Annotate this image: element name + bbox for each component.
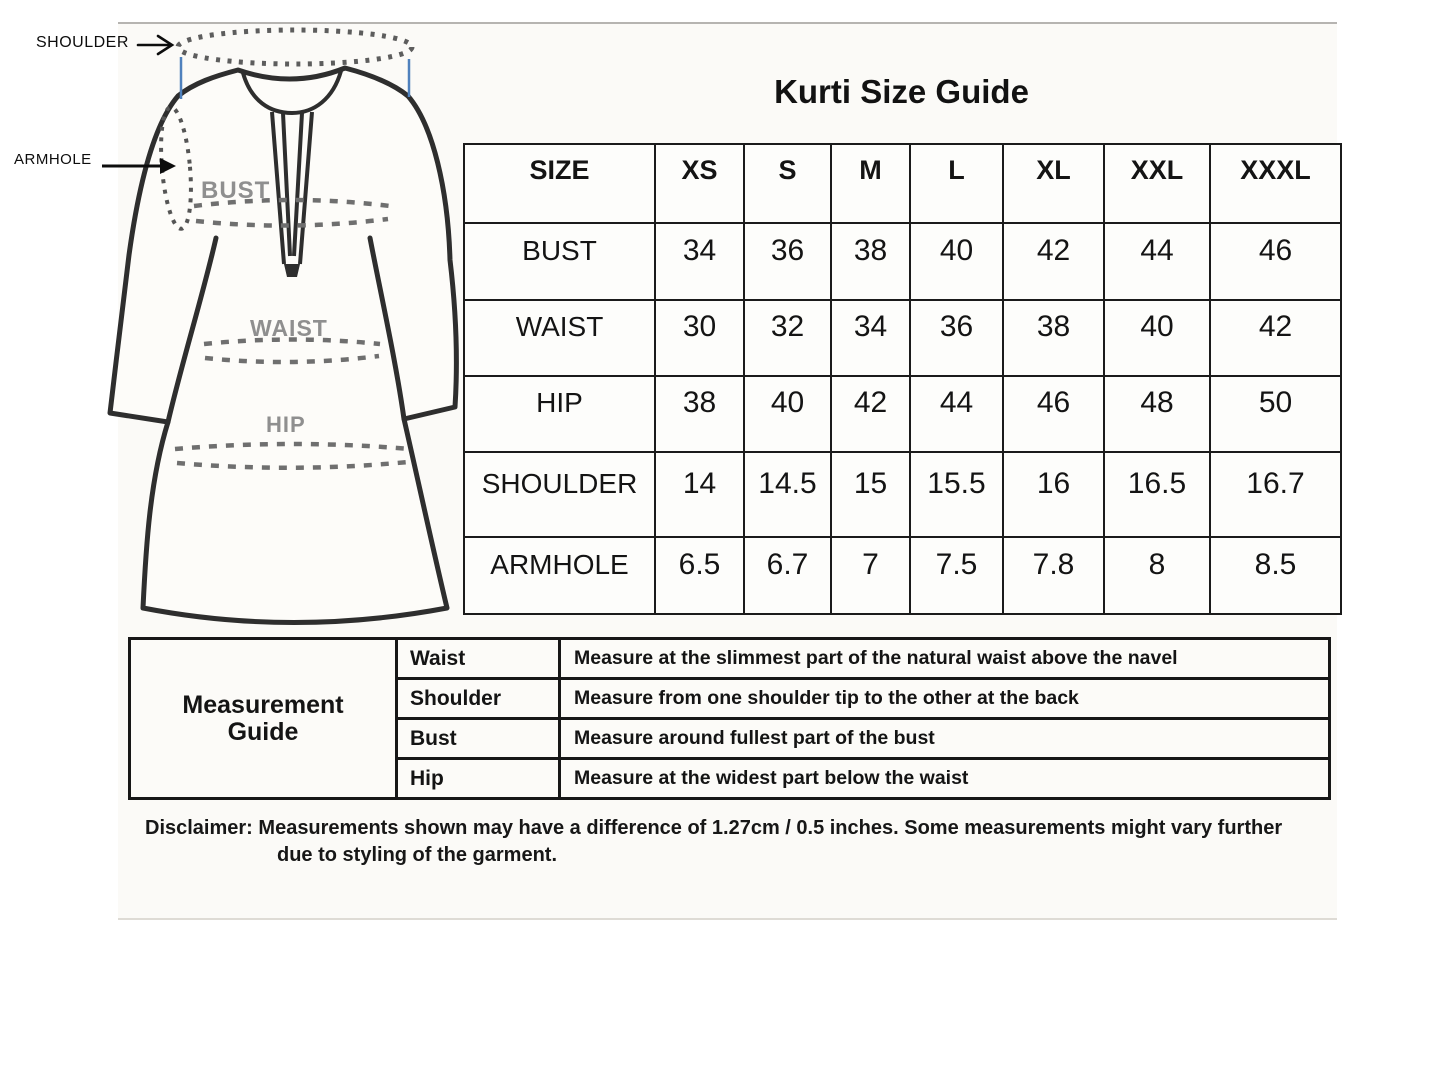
size-col-header: S [744,144,831,223]
measurement-row-label: WAIST [464,300,655,376]
measurement-guide-row [130,639,1330,679]
size-col-header: XS [655,144,744,223]
size-col-header: SIZE [464,144,655,223]
size-value-cell: 36 [744,223,831,300]
size-value-cell: 36 [910,300,1003,376]
shoulder-callout-label: SHOULDER [36,34,129,51]
size-value-cell: 38 [831,223,910,300]
measurement-row-label: BUST [464,223,655,300]
size-value-cell: 46 [1210,223,1341,300]
guide-label-hip: Hip [397,759,560,799]
guide-label-bust: Bust [397,719,560,759]
size-col-header: L [910,144,1003,223]
size-col-header: M [831,144,910,223]
size-value-cell: 16.5 [1104,452,1210,537]
guide-label-shoulder: Shoulder [397,679,560,719]
size-value-cell: 16 [1003,452,1104,537]
size-value-cell: 38 [1003,300,1104,376]
size-value-cell: 14.5 [744,452,831,537]
measurement-row-label: HIP [464,376,655,452]
size-value-cell: 15 [831,452,910,537]
measurement-guide-title: Measurement Guide [182,690,344,746]
size-value-cell: 8.5 [1210,537,1341,614]
bust-sketch-label: BUST [201,177,271,204]
size-value-cell: 40 [1104,300,1210,376]
size-value-cell: 8 [1104,537,1210,614]
size-value-cell: 6.5 [655,537,744,614]
size-value-cell: 48 [1104,376,1210,452]
size-table-row-armhole [464,537,1341,614]
measurement-row-label: SHOULDER [464,452,655,537]
armhole-callout-label: ARMHOLE [14,151,92,168]
measurement-row-label: ARMHOLE [464,537,655,614]
guide-label-waist: Waist [397,639,560,679]
size-value-cell: 46 [1003,376,1104,452]
size-table-row-bust [464,223,1341,300]
kurti-sketch-figure [0,0,480,645]
size-value-cell: 14 [655,452,744,537]
guide-desc-shoulder: Measure from one shoulder tip to the other at the back [560,679,1330,719]
waist-sketch-label: WAIST [250,315,328,341]
disclaimer-text-line2: due to styling of the garment. [277,844,558,866]
size-value-cell: 6.7 [744,537,831,614]
page-title: Kurti Size Guide [774,73,1029,110]
size-value-cell: 34 [831,300,910,376]
size-value-cell: 50 [1210,376,1341,452]
size-value-cell: 34 [655,223,744,300]
size-value-cell: 44 [910,376,1003,452]
size-value-cell: 7.8 [1003,537,1104,614]
size-value-cell: 42 [1003,223,1104,300]
disclaimer-text-line1: Measurements shown may have a difference of 1.27cm / 0.5 inches. Some measurements might vary further [258,817,1283,839]
size-value-cell: 32 [744,300,831,376]
guide-desc-hip: Measure at the widest part below the waist [560,759,1330,799]
measurement-guide-title-cell [130,639,397,799]
size-value-cell: 44 [1104,223,1210,300]
shoulder-measure-ellipse [178,30,412,64]
hip-sketch-label: HIP [266,412,306,437]
disclaimer-label: Disclaimer: [145,817,253,839]
size-table [463,143,1342,615]
size-value-cell: 42 [831,376,910,452]
size-table-header-row [464,144,1341,223]
size-value-cell: 42 [1210,300,1341,376]
size-value-cell: 15.5 [910,452,1003,537]
measurement-guide-table [128,637,1331,800]
size-value-cell: 40 [910,223,1003,300]
size-table-row-hip [464,376,1341,452]
size-value-cell: 40 [744,376,831,452]
size-col-header: XL [1003,144,1104,223]
size-value-cell: 7 [831,537,910,614]
size-value-cell: 30 [655,300,744,376]
disclaimer [145,815,1355,869]
size-table-row-shoulder [464,452,1341,537]
size-col-header: XXL [1104,144,1210,223]
size-value-cell: 7.5 [910,537,1003,614]
size-value-cell: 38 [655,376,744,452]
size-col-header: XXXL [1210,144,1341,223]
guide-desc-waist: Measure at the slimmest part of the natural waist above the navel [560,639,1330,679]
guide-desc-bust: Measure around fullest part of the bust [560,719,1330,759]
size-table-row-waist [464,300,1341,376]
size-value-cell: 16.7 [1210,452,1341,537]
shoulder-arrow-icon [138,36,172,54]
